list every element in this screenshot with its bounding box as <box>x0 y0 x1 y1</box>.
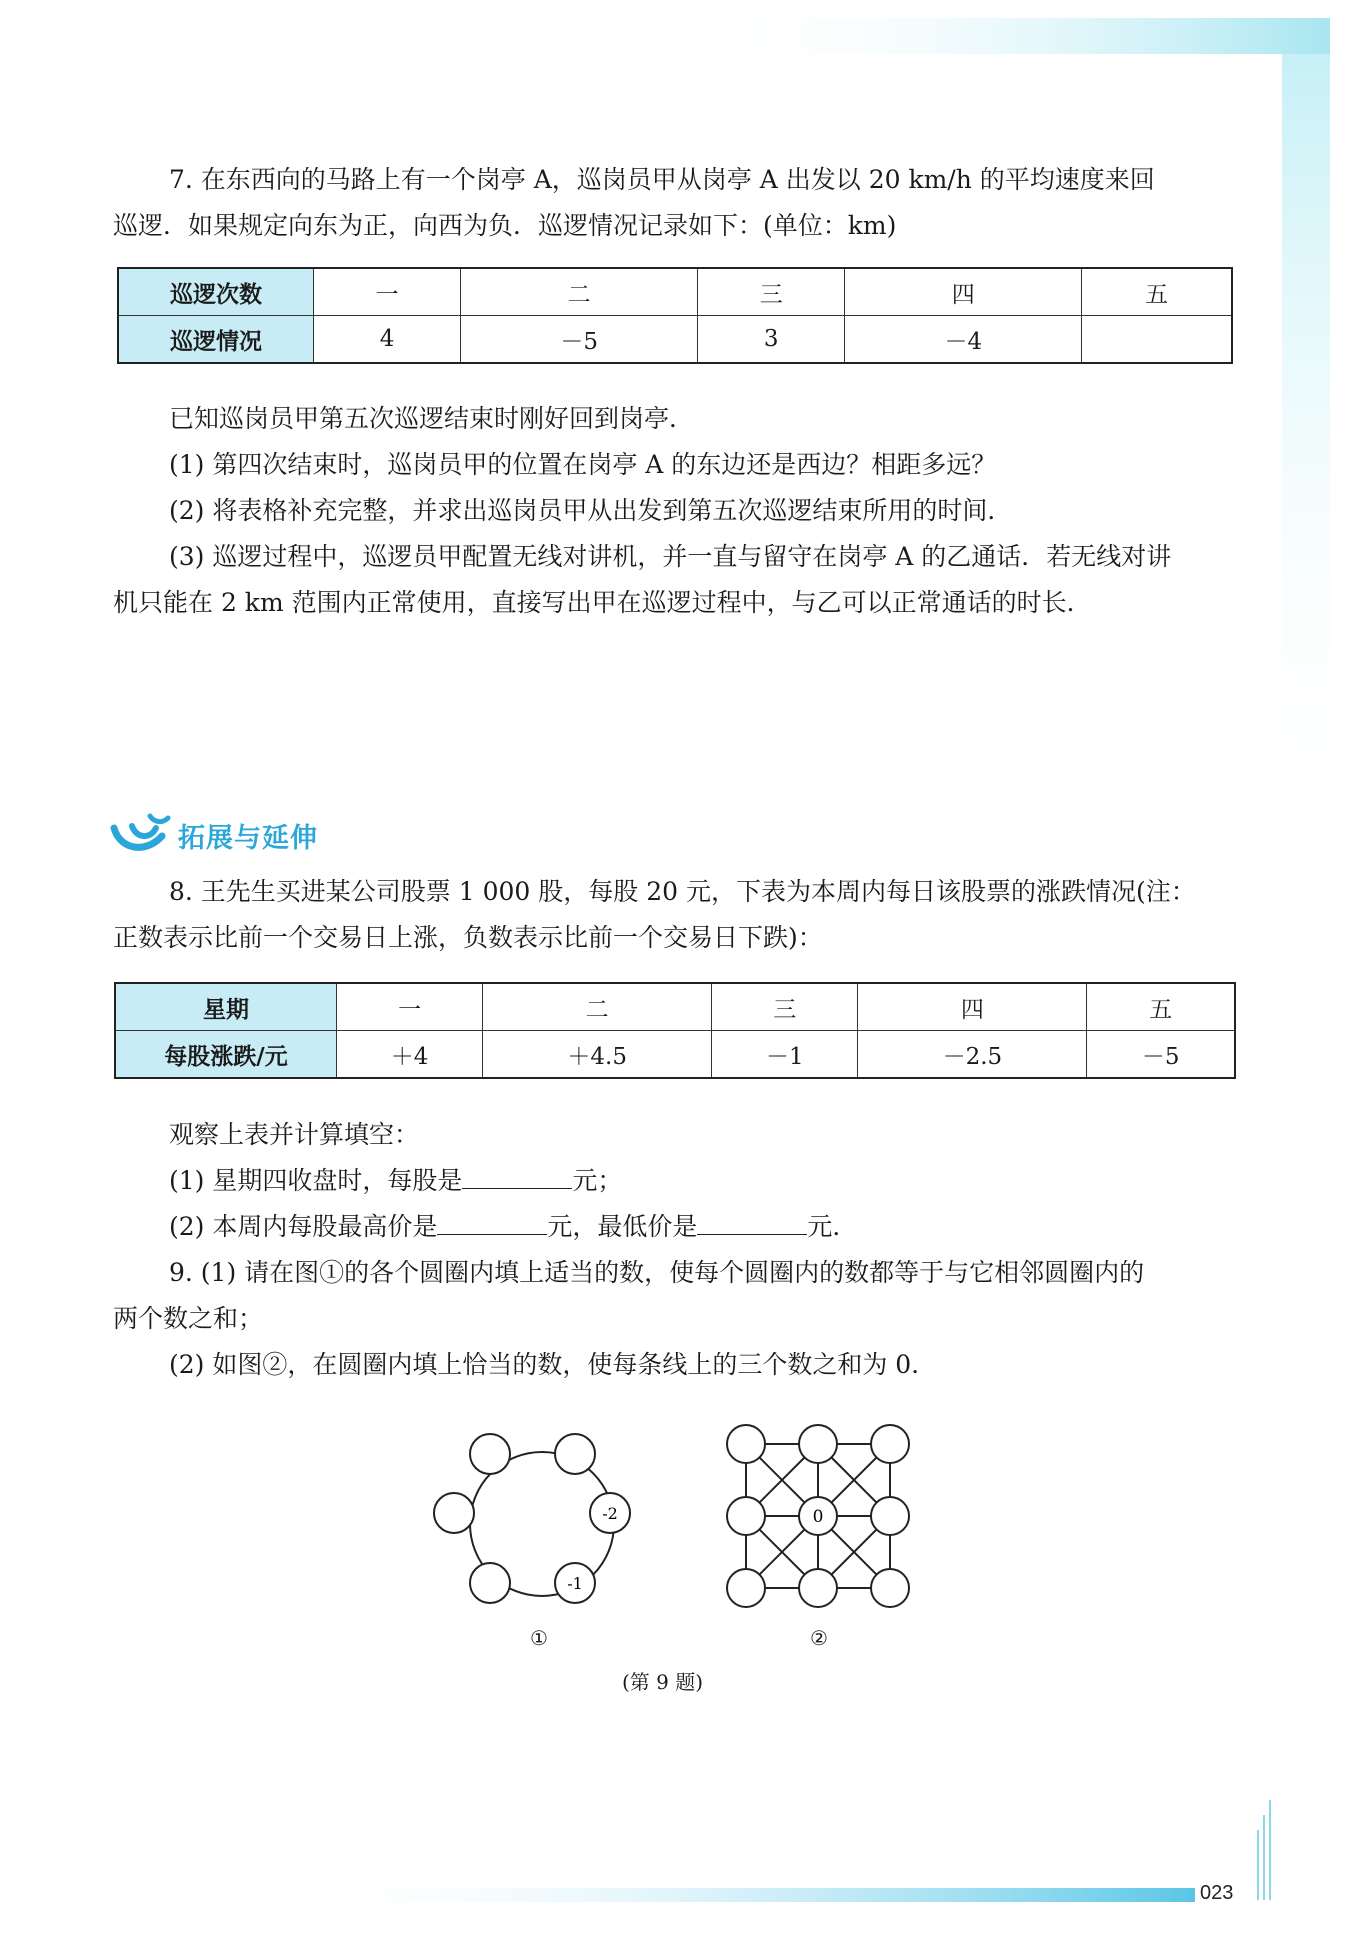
q7-sub3-line2: 机只能在 2 km 范围内正常使用，直接写出甲在巡逻过程中，与乙可以正常通话的时长． <box>113 588 1092 617</box>
grid-center-value: 0 <box>812 1507 824 1527</box>
table-cell: 一 <box>337 983 483 1031</box>
table-cell: 四 <box>845 268 1082 316</box>
grid-circle[interactable] <box>871 1569 909 1607</box>
figure-caption: (第 9 题) <box>622 1670 704 1694</box>
q9-line2: 两个数之和； <box>113 1304 264 1333</box>
ring-circle-left[interactable] <box>434 1493 474 1533</box>
table-cell: 五 <box>1082 268 1232 316</box>
q7-sub1: (1) 第四次结束时，巡岗员甲的位置在岗亭 A 的东边还是西边？相距多远？ <box>169 450 997 479</box>
q8-sub2-unit: 元． <box>807 1212 858 1241</box>
q8-sub2-text: (2) 本周内每股最高价是 <box>169 1212 438 1241</box>
table-cell: －4 <box>845 316 1082 364</box>
table-row <box>115 1031 1235 1079</box>
figure-1-ring <box>420 1420 650 1620</box>
page-number: 023 <box>1200 1882 1234 1904</box>
table-cell: 五 <box>1087 983 1235 1031</box>
table-cell: －2.5 <box>858 1031 1087 1079</box>
table-cell: ＋4.5 <box>483 1031 712 1079</box>
q7-header-count: 巡逻次数 <box>118 268 314 316</box>
figure-2-grid <box>712 1410 932 1630</box>
table-cell: 一 <box>314 268 461 316</box>
section-header <box>110 808 410 864</box>
table-row <box>115 983 1235 1031</box>
grid-circle[interactable] <box>871 1497 909 1535</box>
table-cell: －5 <box>1087 1031 1235 1079</box>
grid-circle[interactable] <box>727 1497 765 1535</box>
table-cell: ＋4 <box>337 1031 483 1079</box>
q8-sub1 <box>113 1158 1243 1204</box>
answer-blank[interactable] <box>697 1210 807 1235</box>
table-cell: 二 <box>461 268 698 316</box>
ring-circle-top-right[interactable] <box>555 1434 595 1474</box>
q8-table <box>114 982 1236 1079</box>
table-cell: 3 <box>698 316 845 364</box>
table-cell: 二 <box>483 983 712 1031</box>
q8-line1: 8. 王先生买进某公司股票 1 000 股，每股 20 元，下表为本周内每日该股票的涨跌情况(注： <box>169 877 1196 906</box>
grid-circle[interactable] <box>799 1569 837 1607</box>
grid-circle[interactable] <box>727 1425 765 1463</box>
table-cell: 四 <box>858 983 1087 1031</box>
ring-circle-bottom-left[interactable] <box>470 1563 510 1603</box>
q8-sub2 <box>113 1204 1243 1250</box>
q8-sub1-unit: 元； <box>572 1166 623 1195</box>
q8-sub2-mid: 元，最低价是 <box>547 1212 698 1241</box>
q8-observe: 观察上表并计算填空： <box>169 1120 420 1149</box>
grid-circle[interactable] <box>727 1569 765 1607</box>
ring-circle-top-left[interactable] <box>470 1434 510 1474</box>
table-cell: －5 <box>461 316 698 364</box>
q9-line3: (2) 如图②，在圆圈内填上恰当的数，使每条线上的三个数之和为 0． <box>169 1350 937 1379</box>
grid-circle[interactable] <box>799 1425 837 1463</box>
q7-sub3-line1: (3) 巡逻过程中，巡逻员甲配置无线对讲机，并一直与留守在岗亭 A 的乙通话．若无线对讲 <box>169 542 1172 571</box>
ring-value-bottom-right: -1 <box>567 1574 583 1593</box>
figure-2-label: ② <box>810 1626 828 1650</box>
q9-line1: 9. (1) 请在图①的各个圆圈内填上适当的数，使每个圆圈内的数都等于与它相邻圆圈内的 <box>169 1258 1145 1287</box>
answer-blank[interactable] <box>437 1210 547 1235</box>
q8-header-weekday: 星期 <box>115 983 337 1031</box>
q8-header-change: 每股涨跌/元 <box>115 1031 337 1079</box>
q7-line2: 巡逻．如果规定向东为正，向西为负．巡逻情况记录如下：(单位：km) <box>113 211 897 240</box>
q7-sub2: (2) 将表格补充完整，并求出巡岗员甲从出发到第五次巡逻结束所用的时间． <box>169 496 1013 525</box>
wave-icon <box>110 808 172 860</box>
table-cell: 三 <box>698 268 845 316</box>
table-row <box>118 268 1232 316</box>
answer-blank[interactable] <box>462 1164 572 1189</box>
grid-circle[interactable] <box>871 1425 909 1463</box>
table-row <box>118 316 1232 364</box>
table-cell-blank[interactable] <box>1082 316 1232 364</box>
section-title: 拓展与延伸 <box>178 823 318 854</box>
q7-known: 已知巡岗员甲第五次巡逻结束时刚好回到岗亭． <box>169 404 695 433</box>
ring-value-right: -2 <box>602 1504 618 1523</box>
q8-sub1-text: (1) 星期四收盘时，每股是 <box>169 1166 463 1195</box>
figure-1-label: ① <box>530 1626 548 1650</box>
table-cell: －1 <box>712 1031 858 1079</box>
q7-table <box>117 267 1233 364</box>
q7-line1: 7. 在东西向的马路上有一个岗亭 A，巡岗员甲从岗亭 A 出发以 20 km/h 的平均速度来回 <box>169 165 1155 194</box>
table-cell: 三 <box>712 983 858 1031</box>
table-cell: 4 <box>314 316 461 364</box>
q7-header-situation: 巡逻情况 <box>118 316 314 364</box>
q8-line2: 正数表示比前一个交易日上涨，负数表示比前一个交易日下跌)： <box>113 923 823 952</box>
